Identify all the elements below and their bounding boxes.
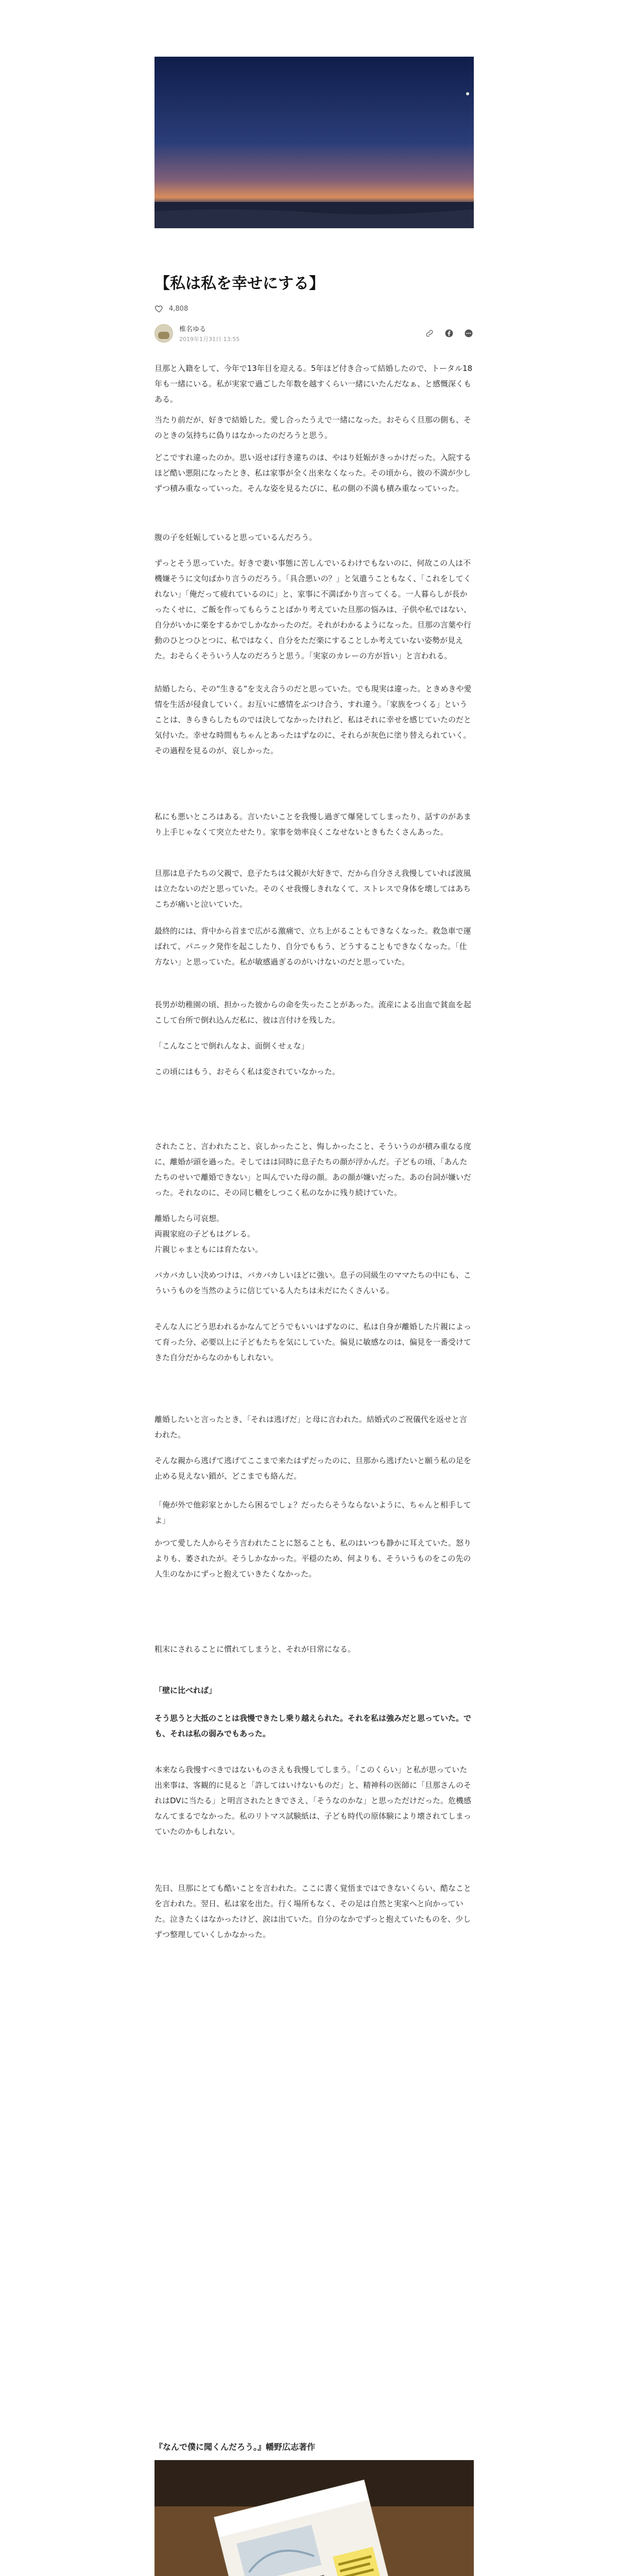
paragraph: バカバカしい決めつけは、バカバカしいほどに強い。息子の同級生のママたちの中にも、こういうものを当然のように信じている人たちは未だにたくさんいる。 <box>154 1270 472 1295</box>
paragraph: 当たり前だが、好きで結婚した。愛し合ったうえで一緒になった。おそらく旦那の側も、そのときの気持ちに偽りはなかったのだろうと思う。 <box>154 415 472 440</box>
post-date: 2019年1月31日 13:55 <box>179 336 240 343</box>
author-name[interactable]: 椎名ゆる <box>179 326 207 333</box>
paragraph: 最終的には、背中から首まで広がる激痛で、立ち上がることもできなくなった。救急車で運ばれて、パニック発作を起こしたり、自分でももう、どうすることもできなくなった。「仕方ない」と思っていた。私が敏感過ぎるのがいけないのだと思っていた。 <box>154 926 471 967</box>
author-row <box>154 320 474 346</box>
more-icon[interactable] <box>464 328 474 338</box>
link-icon[interactable] <box>424 328 435 338</box>
paragraph: 旦那は息子たちの父親で、息子たちは父親が大好きで、だから自分さえ我慢していれば波風は立たないのだと思っていた。そのくせ我慢しきれなくて、ストレスで身体を壊してはあちこちが痛いと泣いていた。 <box>154 869 471 909</box>
paragraph: 結婚したら、その“生きる”を支え合うのだと思っていた。でも現実は違った。ときめきや愛情を生活が侵食していく。お互いに感情をぶつけ合う、すれ違う。「家族をつくる」ということは、きらきらしたものでは決してなかったけれど、私はそれに幸せを感じていたのだと気付いた。幸せな時間もちゃんとあったはずなのに、それらが灰色に塗り替えられていく。その過程を見るのが、哀しかった。 <box>154 684 472 755</box>
paragraph: 私にも悪いところはある。言いたいことを我慢し過ぎて爆発してしまったり、話すのがあまり上手じゃなくて突立たせたり。家事を効率良くこなせないときもたくさんあった。 <box>154 812 472 837</box>
book-photo <box>154 2460 474 2576</box>
like-count: 4,808 <box>169 304 188 313</box>
paragraph: 本来なら我慢すべきではないものさえも我慢してしまう。「このくらい」と私が思っていた出来事は、客観的に見ると「許してはいけないものだ」と、精神科の医師に「旦那さんのそれはDVに当たる」と明言されたときでさえ、「そうなのかな」と思っただけだった。危機感なんてまるでなかった。私のリトマス試験紙は、子ども時代の原体験により壊されてしまっていたのかもしれない。 <box>154 1765 472 1836</box>
paragraph: どこですれ違ったのか。思い返せば行き違ちのは、やはり妊娠がきっかけだった。入院するほど酷い悪阻になったとき、私は家事が全く出来なくなった。その頃から、彼の不満が少しずつ積み重なっていった。そんな姿を見るたびに、私の側の不満も積み重なっていった。 <box>154 453 472 493</box>
book-heading: 『なんで僕に聞くんだろう。』幡野広志著作 <box>154 2442 316 2452</box>
paragraph: 先日、旦那にとても酷いことを言われた。ここに書く覚悟まではできないくらい、酷なことを言われた。翌日、私は家を出た。行く場所もなく、その足は自然と実家へと向かっていた。泣きたくはなかったけど、涙は出ていた。自分のなかでずっと抱えていたものを、少しずつ整理していくしかなかった。 <box>154 1884 472 1939</box>
paragraph: 腹の子を妊娠していると思っているんだろう。 <box>154 533 317 542</box>
facebook-icon[interactable] <box>444 328 454 338</box>
paragraph: そう思うと大抵のことは我慢できたし乗り越えられた。それを私は強みだと思っていた。でも、それは私の弱みでもあった。 <box>154 1714 472 1738</box>
article-title: 【私は私を幸せにする】 <box>154 275 324 293</box>
paragraph: そんな人にどう思われるかなんてどうでもいいはずなのに、私は自身が離婚した片親によって育った分、必要以上に子どもたちを気にしていた。偏見に敏感なのは、偏見を一番受けてきた自分だからなのかもしれない。 <box>154 1322 472 1362</box>
heart-icon[interactable] <box>154 304 164 313</box>
avatar[interactable] <box>154 324 173 343</box>
paragraph: 長男が幼稚園の頃、担かった彼からの命を失ったことがあった。流産による出血で貧血を起こして台所で倒れ込んだ私に、彼は言付けを残した。 <box>154 1000 471 1025</box>
paragraph: そんな親から逃げて逃げてここまで来たはずだったのに、旦那から逃げたいと願う私の足を止める見えない鎖が、どこまでも絡んだ。 <box>154 1456 472 1481</box>
share-icons <box>424 328 474 338</box>
paragraph: 「俺が外で他彩家とかしたら困るでしょ？だったらそうならないように、ちゃんと相手してよ」 <box>154 1500 471 1525</box>
paragraph: ずっとそう思っていた。好きで妻い事態に苦しんでいるわけでもないのに、何故この人は不機嫌そうに文句ばかり言うのだろう。「具合悪いの？」と気遣うこともなく、「これをしてくれない」「俺だって疲れているのに」と、家事に不満ばかり言ってくる。一人暮らしが長かったくせに、ご飯を作ってもらうことばかり考えていた旦那の悩みは、子供や私ではない、自分がいかに楽をするかでしかなかったのだ。それがわかるようになった。旦那の言葉や行動のひとつひとつに、私ではなく、自分をただ楽にすることしか考えていない姿勢が見えた。おそらくそういう人なのだろうと思う。「実家のカレーの方が旨い」と言われる。 <box>154 558 472 660</box>
paragraph: 離婚したいと言ったとき、「それは逃げだ」と母に言われた。結婚式のご祝儀代を返せと言われた。 <box>154 1415 467 1439</box>
section-heading: 「壁に比べれば」 <box>154 1686 217 1695</box>
paragraph: されたこと、言われたこと、哀しかったこと、悔しかったこと、そういうのが積み重なる度に、離婚が頭を過った。そしてはは同時に息子たちの顔が浮かんだ。子どもの頃、「あんたたちのせいで離婚できない」と叫んでいた母の顔。あの顔が嫌いだった。あの台詞が嫌いだった。それなのに、その同じ轍をしつこく私のなかに残り続けていた。 <box>154 1142 472 1197</box>
hero-image <box>154 57 474 228</box>
paragraph: かつて愛した人からそう言われたことに怒ることも、私のはいつも静かに耳えていた。怒りよりも、萎されたが。そうしかなかった。平穏のため、何よりも、そういうものをこの先の人生のなかにずっと抱えていきたくなかった。 <box>154 1538 472 1579</box>
paragraph: 「こんなことで倒れんなよ、面倒くせぇな」 <box>154 1041 309 1050</box>
paragraph: 粗末にされることに慣れてしまうと、それが日常になる。 <box>154 1645 356 1654</box>
like-row <box>154 303 474 314</box>
paragraph: 旦那と入籍をして、今年で13年目を迎える。5年ほど付き合って結婚したので、トータル18年も一緒にいる。私が実家で過ごした年数を越すくらい一緒にいたんだなぁ、と感慨深くもある。 <box>154 364 473 404</box>
paragraph: この頃にはもう、おそらく私は変されていなかった。 <box>154 1067 340 1076</box>
paragraph: 離婚したら可哀想。 両親家庭の子どもはグレる。 片親じゃまともには育たない。 <box>154 1214 263 1254</box>
